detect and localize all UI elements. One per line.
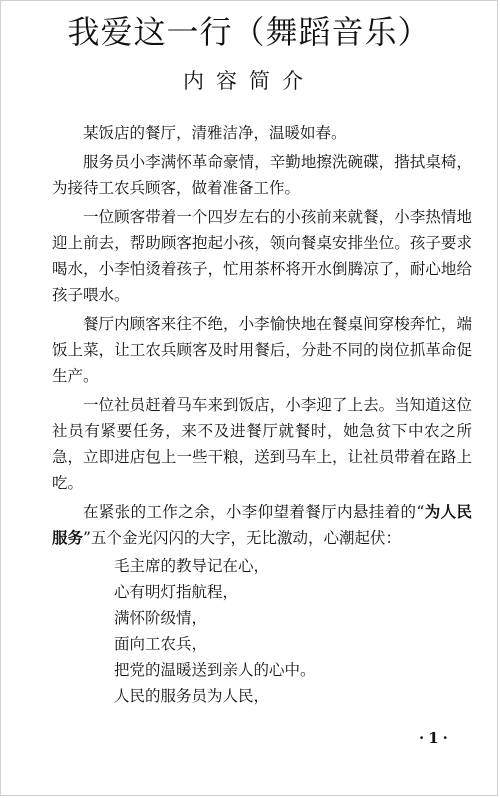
paragraph-6 [52, 499, 472, 551]
paragraph-5: 一位社员赶着马车来到饭店，小李迎了上去。当知道这位社员有紧要任务，来不及进餐厅就餐时，她急贫下中农之所急，立即进店包上一些干粮，送到马车上，让社员带着在路上吃。 [52, 396, 472, 492]
verse-line-3: 满怀阶级情， [114, 609, 208, 627]
slogan-text: 为人民服务 [52, 502, 472, 547]
paragraph-6-before: 在紧张的工作之余，小李仰望着餐厅内悬挂着的“ [83, 503, 425, 521]
verse-line-5: 把党的温暖送到亲人的心中。 [114, 661, 316, 679]
paragraph-2: 服务员小李满怀革命豪情，辛勤地擦洗碗碟，揩拭桌椅，为接待工农兵顾客，做着准备工作。 [52, 153, 472, 197]
main-title: 我爱这一行（舞蹈音乐） [67, 13, 431, 51]
synopsis-body [52, 120, 472, 709]
paragraph-6-after: ”五个金光闪闪的大字，无比激动，心潮起伏： [83, 529, 401, 547]
paragraph-1: 某饭店的餐厅，清雅洁净，温暖如春。 [83, 124, 347, 142]
verse-line-4: 面向工农兵， [114, 635, 208, 653]
page-number: ·1· [419, 729, 452, 747]
verse-block [52, 553, 472, 709]
verse-line-6: 人民的服务员为人民， [114, 687, 270, 705]
paragraph-4: 餐厅内顾客来往不绝，小李愉快地在餐桌间穿梭奔忙，端饭上菜，让工农兵顾客及时用餐后，分赴不同的岗位抓革命促生产。 [52, 315, 472, 385]
paragraph-3: 一位顾客带着一个四岁左右的小孩前来就餐，小李热情地迎上前去，帮助顾客抱起小孩，领向餐桌安排坐位。孩子要求喝水，小李怕烫着孩子，忙用茶杯将开水倒腾凉了，耐心地给孩子喂水。 [52, 208, 472, 304]
verse-line-1: 毛主席的教导记在心， [114, 557, 270, 575]
verse-line-2: 心有明灯指航程， [114, 583, 239, 601]
section-title: 内容简介 [183, 69, 315, 93]
